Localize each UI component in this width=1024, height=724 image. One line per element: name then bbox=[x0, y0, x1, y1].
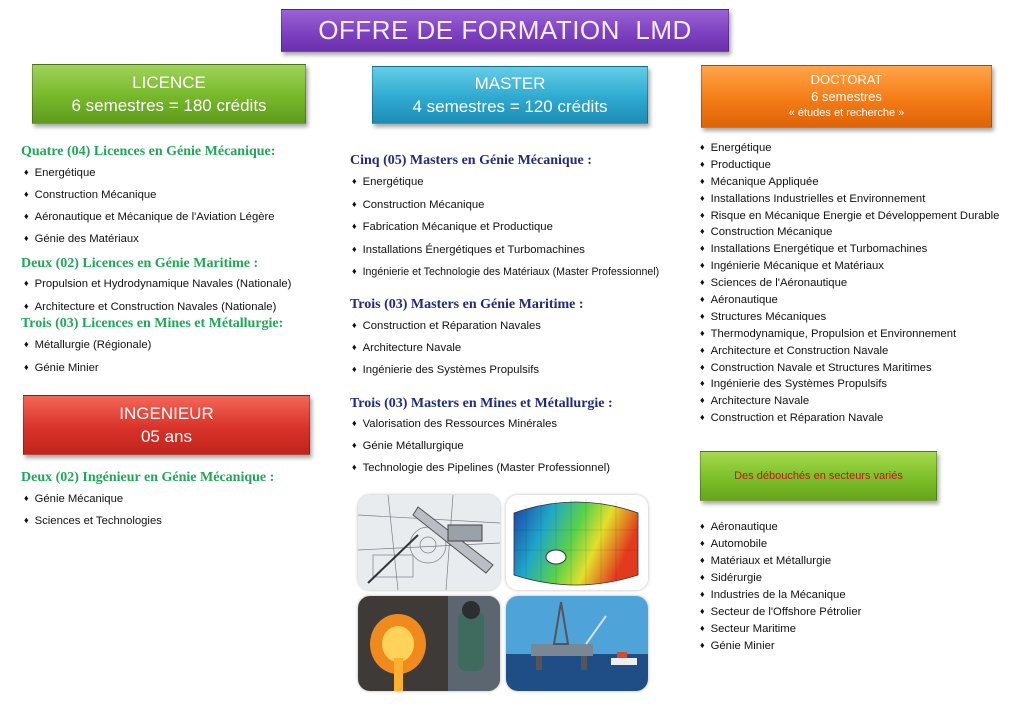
list-item: ♦ Architecture et Construction Navale bbox=[700, 345, 999, 362]
master-title: MASTER bbox=[474, 74, 546, 93]
list-item: ♦ Fabrication Mécanique et Productique bbox=[352, 221, 659, 244]
list-item: ♦ Construction et Réparation Navale bbox=[700, 412, 999, 429]
list-item: ♦ Construction Mécanique bbox=[24, 189, 275, 211]
doctorat-list bbox=[700, 142, 999, 429]
master-subtitle: 4 semestres = 120 crédits bbox=[412, 97, 608, 116]
debouches-label: Des débouchés en secteurs variés bbox=[734, 470, 903, 482]
debouches-banner bbox=[700, 451, 937, 501]
licence-title: LICENCE bbox=[132, 73, 206, 92]
list-item: ♦ Génie Métallurgique bbox=[352, 440, 610, 462]
ingenieur-banner bbox=[23, 395, 310, 455]
master-mines-list bbox=[352, 418, 610, 484]
list-item: ♦ Matériaux et Métallurgie bbox=[700, 555, 861, 572]
licence-banner bbox=[32, 64, 306, 124]
list-item: ♦ Installations Industrielles et Environnement bbox=[700, 193, 999, 210]
list-item: ♦ Propulsion et Hydrodynamique Navales (Nationale) bbox=[24, 278, 291, 301]
list-item: ♦ Productique bbox=[700, 159, 999, 176]
fea-simulation-photo bbox=[506, 495, 648, 590]
list-item: ♦ Ingénierie des Systèmes Propulsifs bbox=[352, 364, 541, 386]
licence-subtitle: 6 semestres = 180 crédits bbox=[71, 96, 267, 115]
list-item: ♦ Aéronautique et Mécanique de l'Aviation Légère bbox=[24, 211, 275, 233]
ingenieur-subtitle: 05 ans bbox=[140, 427, 193, 446]
list-item: ♦ Structures Mécaniques bbox=[700, 311, 999, 328]
list-item: ♦ Installations Energétique et Turbomachines bbox=[700, 243, 999, 260]
licence-mines-heading: Trois (03) Licences en Mines et Métallurgie: bbox=[21, 316, 284, 331]
ingenieur-title: INGENIEUR bbox=[119, 404, 214, 423]
list-item: ♦ Industries de la Mécanique bbox=[700, 589, 861, 606]
ingenieur-heading: Deux (02) Ingénieur en Génie Mécanique : bbox=[21, 470, 275, 485]
list-item: ♦ Valorisation des Ressources Minérales bbox=[352, 418, 610, 440]
list-item: ♦ Energétique bbox=[24, 167, 275, 189]
doctorat-banner bbox=[701, 65, 992, 128]
foundry-photo bbox=[358, 596, 500, 691]
list-item: ♦ Construction Mécanique bbox=[700, 226, 999, 243]
doctorat-subtitle: 6 semestres bbox=[811, 89, 882, 104]
master-maritime-heading: Trois (03) Masters en Génie Maritime : bbox=[350, 297, 584, 312]
page-title-banner bbox=[281, 9, 729, 52]
list-item: ♦ Ingénierie Mécanique et Matériaux bbox=[700, 260, 999, 277]
list-item: ♦ Thermodynamique, Propulsion et Environnement bbox=[700, 328, 999, 345]
list-item: ♦ Sidérurgie bbox=[700, 572, 861, 589]
master-meca-heading: Cinq (05) Masters en Génie Mécanique : bbox=[350, 153, 592, 168]
master-maritime-list bbox=[352, 320, 541, 386]
list-item: ♦ Sciences de l'Aéronautique bbox=[700, 277, 999, 294]
debouches-list bbox=[700, 521, 861, 657]
photo-collage bbox=[356, 493, 651, 693]
page-title: OFFRE DE FORMATION LMD bbox=[318, 15, 692, 45]
list-item: ♦ Installations Énergétiques et Turbomachines bbox=[352, 244, 659, 267]
list-item: ♦ Ingénierie des Systèmes Propulsifs bbox=[700, 378, 999, 395]
list-item: ♦ Technologie des Pipelines (Master Professionnel) bbox=[352, 462, 610, 484]
list-item: ♦ Aéronautique bbox=[700, 294, 999, 311]
licence-maritime-list bbox=[24, 278, 291, 315]
master-banner bbox=[372, 66, 648, 124]
list-item: ♦ Génie Mécanique bbox=[24, 493, 162, 515]
list-item: ♦ Energétique bbox=[700, 142, 999, 159]
list-item: ♦ Génie Minier bbox=[700, 640, 861, 657]
list-item: ♦ Génie Minier bbox=[24, 362, 151, 384]
list-item: ♦ Construction Mécanique bbox=[352, 199, 659, 222]
list-item: ♦ Architecture Navale bbox=[352, 342, 541, 364]
list-item: ♦ Sciences et Technologies bbox=[24, 515, 162, 537]
list-item: ♦ Secteur Maritime bbox=[700, 623, 861, 640]
licence-meca-heading: Quatre (04) Licences en Génie Mécanique: bbox=[21, 144, 276, 159]
doctorat-note: « études et recherche » bbox=[788, 107, 905, 119]
licence-mines-list bbox=[24, 339, 151, 384]
list-item: ♦ Secteur de l'Offshore Pétrolier bbox=[700, 606, 861, 623]
list-item: ♦ Aéronautique bbox=[700, 521, 861, 538]
list-item: ♦ Construction et Réparation Navales bbox=[352, 320, 541, 342]
list-item: ♦ Mécanique Appliquée bbox=[700, 176, 999, 193]
list-item: ♦ Génie des Matériaux bbox=[24, 233, 275, 255]
list-item: ♦ Architecture et Construction Navales (Nationale) bbox=[24, 301, 291, 315]
technical-drawing-photo bbox=[358, 495, 500, 590]
list-item: ♦ Automobile bbox=[700, 538, 861, 555]
master-meca-list bbox=[352, 176, 659, 289]
master-mines-heading: Trois (03) Masters en Mines et Métallurgie : bbox=[350, 396, 613, 411]
offshore-platform-photo bbox=[506, 596, 648, 691]
licence-meca-list bbox=[24, 167, 275, 255]
ingenieur-list bbox=[24, 493, 162, 537]
list-item: ♦ Architecture Navale bbox=[700, 395, 999, 412]
list-item: ♦ Energétique bbox=[352, 176, 659, 199]
doctorat-title: DOCTORAT bbox=[810, 72, 883, 87]
list-item: ♦ Risque en Mécanique Energie et Développement Durable bbox=[700, 210, 999, 227]
licence-maritime-heading: Deux (02) Licences en Génie Maritime : bbox=[21, 256, 259, 271]
list-item: ♦ Métallurgie (Régionale) bbox=[24, 339, 151, 362]
list-item: ♦ Construction Navale et Structures Maritimes bbox=[700, 362, 999, 379]
list-item: ♦ Ingénierie et Technologie des Matériaux (Master Professionnel) bbox=[352, 266, 659, 289]
